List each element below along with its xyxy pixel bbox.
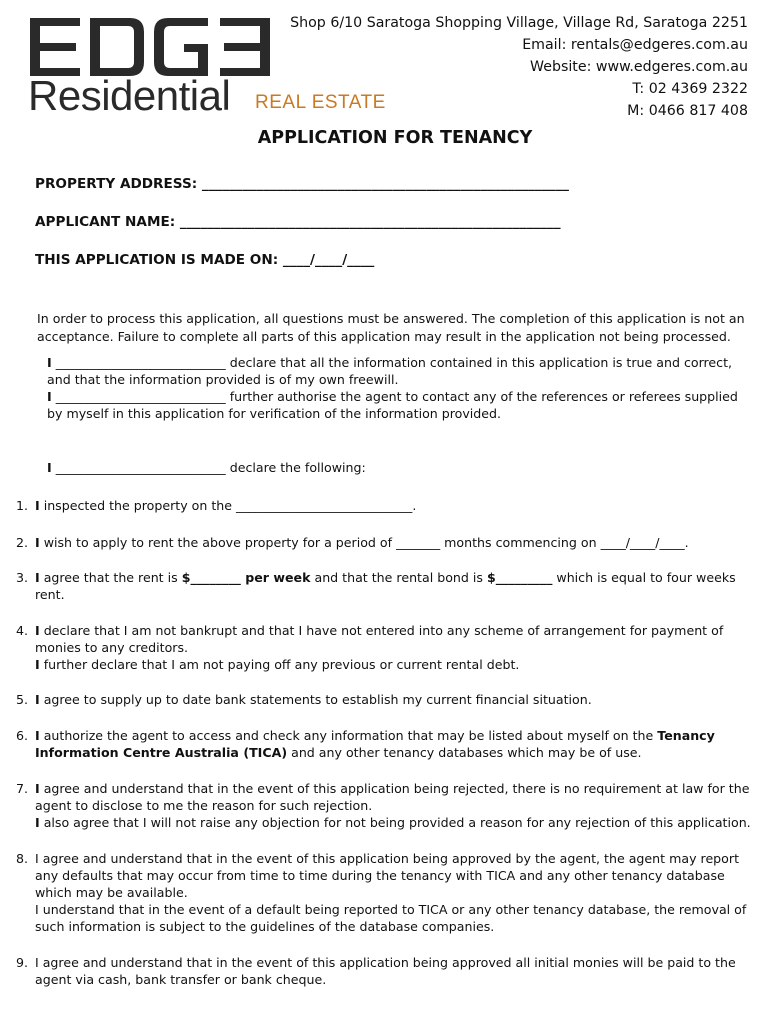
item-text: declare that I am not bankrupt and that I have not entered into any scheme of arrangement for payment of monies to any creditors. [35,623,724,655]
item-lead: I [35,498,40,513]
item-text: inspected the property on the ____________________________. [39,498,417,513]
tica-name: Tenancy Information Centre Australia (TICA) [35,728,715,760]
declaration-i: I [47,389,52,404]
contact-email: Email: rentals@edgeres.com.au [522,37,748,53]
applicant-name-field[interactable]: APPLICANT NAME: ________________________________________________________ [35,214,561,230]
item-text: agree that the rent is [39,570,182,585]
item-number: 7. [16,781,29,796]
declaration-text: ___________________________ declare that all the information contained in this application is true and correct, and that the information provided is of my own freewill. [47,355,733,387]
declaration-i: I [47,460,52,475]
contact-phone: T: 02 4369 2322 [632,81,748,97]
item-text: agree to supply up to date bank statements to establish my current financial situation. [39,692,592,707]
item-text: I agree and understand that in the event of this application being approved by the agent, the agent may report any defaults that may occur from time to time during the tenancy with TICA and any other tenancy database which may be available. [35,851,740,900]
logo-residential-text: Residential [28,72,231,119]
application-date-field[interactable]: THIS APPLICATION IS MADE ON: ____/____/____ [35,252,375,268]
item-lead: I [35,623,40,638]
declaration-authorise-agent[interactable] [47,388,752,422]
logo-real-estate-text: REAL ESTATE [255,92,386,113]
item-number: 2. [16,535,29,550]
item-text: I agree and understand that in the event of this application being approved all initial monies will be paid to the agent via cash, bank transfer or bank cheque. [35,955,736,987]
item-lead: I [35,570,40,585]
property-address-field[interactable]: PROPERTY ADDRESS: ______________________________________________________ [35,176,569,192]
item-lead: I [35,657,40,672]
item-number: 8. [16,851,29,866]
contact-website: Website: www.edgeres.com.au [530,59,748,75]
item-text: I understand that in the event of a default being reported to TICA or any other tenancy database, the removal of such information is subject to the guidelines of the database companies. [35,902,747,934]
contact-details [290,12,748,122]
contact-mobile: M: 0466 817 408 [627,103,748,119]
item-text: and that the rental bond is [310,570,487,585]
item-number: 5. [16,692,29,707]
item-text: authorize the agent to access and check any information that may be listed about myself on the [39,728,658,743]
item-lead: I [35,781,40,796]
item-lead: I [35,692,40,707]
contact-address: Shop 6/10 Saratoga Shopping Village, Village Rd, Saratoga 2251 [290,15,748,31]
item-number: 1. [16,498,29,513]
rent-amount: $________ per week [181,570,311,585]
item-text: agree and understand that in the event of this application being rejected, there is no requirement at law for the agent to disclose to me the reason for such rejection. [35,781,750,813]
item-number: 3. [16,570,29,585]
declaration-text: ___________________________ declare the following: [51,460,366,475]
declaration-following[interactable] [47,459,752,476]
item-text: wish to apply to rent the above property for a period of _______ months commencing on ____/____/____. [39,535,689,550]
bond-amount: $_________ [486,570,553,585]
item-lead: I [35,815,40,830]
declaration-i: I [47,355,52,370]
item-lead: I [35,535,40,550]
item-text: also agree that I will not raise any objection for not being provided a reason for any rejection of this application. [39,815,751,830]
document-title: APPLICATION FOR TENANCY [257,128,533,148]
item-text: and any other tenancy databases which may be of use. [287,745,642,760]
item-number: 4. [16,623,29,638]
item-text: which is equal to four weeks rent. [35,570,736,602]
item-number: 6. [16,728,29,743]
declaration-true-correct[interactable] [47,354,752,388]
item-lead: I [35,728,40,743]
declaration-text: ___________________________ further authorise the agent to contact any of the references or referees supplied by myself in this application for verification of the information provided. [47,389,738,421]
intro-paragraph: In order to process this application, all questions must be answered. The completion of this application is not an acceptance. Failure to complete all parts of this application may result in the application not being processed. [37,311,745,344]
item-number: 9. [16,955,29,970]
item-text: further declare that I am not paying off any previous or current rental debt. [39,657,520,672]
